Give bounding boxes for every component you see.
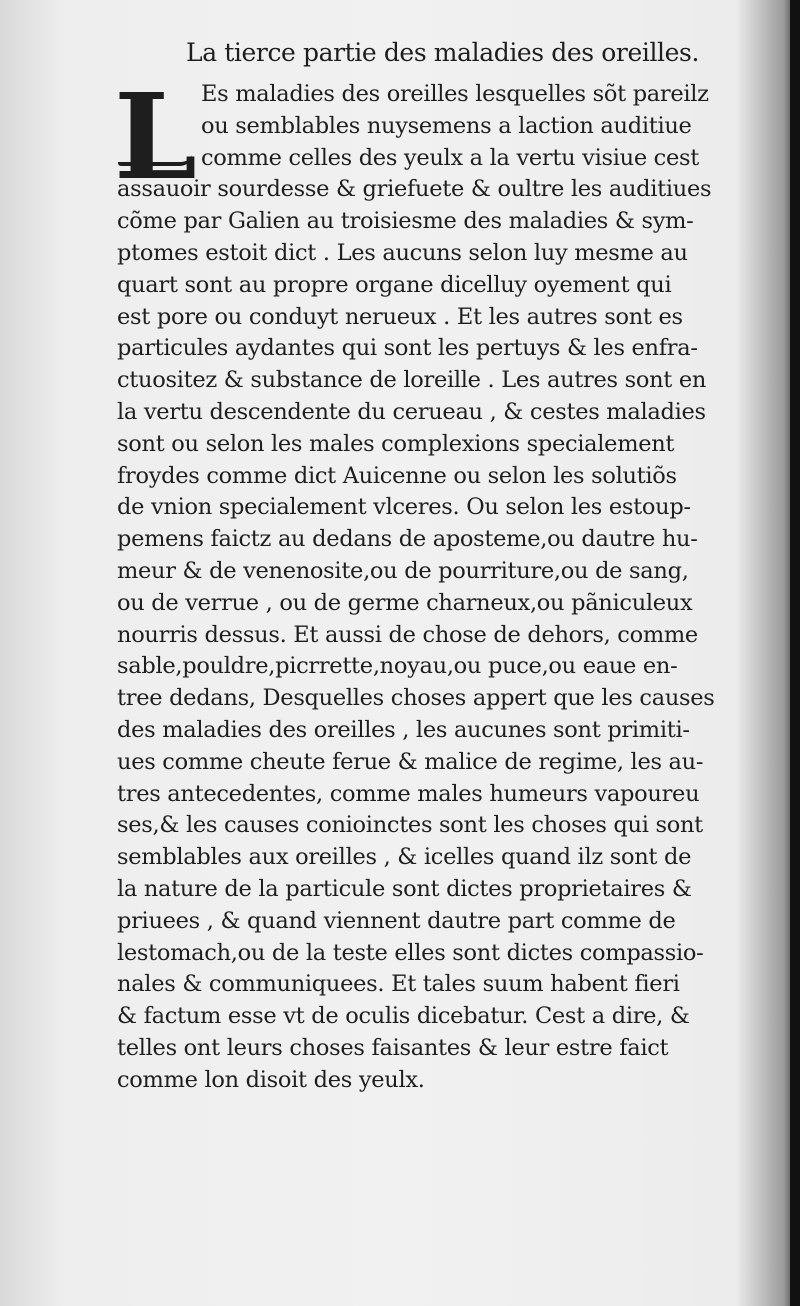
text-line: ses,& les causes conioinctes sont les choses qui sont: [117, 812, 703, 839]
text-line: la nature de la particule sont dictes proprietaires &: [117, 875, 692, 902]
text-line: la vertu descendente du cerueau , & cestes maladies: [117, 398, 706, 425]
text-line: nales & communiquees. Et tales suum habent fieri: [117, 971, 680, 998]
text-line: des maladies des oreilles , les aucunes sont primiti-: [117, 716, 690, 743]
text-line: froydes comme dict Auicenne ou selon les solutiõs: [117, 462, 677, 489]
text-line: particules aydantes qui sont les pertuys & les enfra-: [117, 335, 698, 362]
text-line: semblables aux oreilles , & icelles quand ilz sont de: [117, 844, 692, 871]
text-line: sable,pouldre,picrrette,noyau,ou puce,ou eaue en-: [117, 653, 678, 680]
text-line: tres antecedentes, comme males humeurs vapoureu: [117, 780, 700, 807]
drop-cap: L: [114, 67, 197, 206]
text-line: ctuositez & substance de loreille . Les autres sont en: [117, 367, 707, 394]
text-line: priuees , & quand viennent dautre part comme de: [117, 907, 676, 934]
text-line: comme celles des yeulx a la vertu visiue cest: [201, 144, 699, 171]
text-line: ou semblables nuysemens a laction auditiue: [201, 112, 692, 139]
text-line: cõme par Galien au troisiesme des maladies & sym-: [117, 208, 694, 235]
text-line: sont ou selon les males complexions specialement: [117, 430, 675, 457]
page-edge-shadow: [790, 0, 800, 1306]
text-line: est pore ou conduyt nerueux . Et les autres sont es: [117, 303, 683, 330]
text-line: tree dedans, Desquelles choses appert que les causes: [117, 685, 715, 712]
running-header: La tierce partie des maladies des oreilles.: [186, 38, 700, 67]
text-line: quart sont au propre organe dicelluy oyement qui: [117, 271, 672, 298]
text-line: ptomes estoit dict . Les aucuns selon luy mesme au: [117, 239, 688, 266]
text-line: meur & de venenosite,ou de pourriture,ou de sang,: [117, 557, 689, 584]
text-line: comme lon disoit des yeulx.: [117, 1066, 425, 1093]
text-line: telles ont leurs choses faisantes & leur estre faict: [117, 1034, 669, 1061]
body-text: [117, 79, 737, 1097]
text-line: & factum esse vt de oculis dicebatur. Cest a dire, &: [117, 1003, 690, 1030]
text-line: assauoir sourdesse & griefuete & oultre les auditiues: [117, 176, 712, 203]
text-line: pemens faictz au dedans de aposteme,ou dautre hu-: [117, 526, 698, 553]
text-line: nourris dessus. Et aussi de chose de dehors, comme: [117, 621, 698, 648]
text-line: ou de verrue , ou de germe charneux,ou pãniculeux: [117, 589, 693, 616]
text-line: lestomach,ou de la teste elles sont dictes compassio-: [117, 939, 704, 966]
text-line: Es maladies des oreilles lesquelles sõt pareilz: [201, 81, 709, 107]
text-line: de vnion specialement vlceres. Ou selon les estoup-: [117, 494, 691, 521]
text-line: ues comme cheute ferue & malice de regime, les au-: [117, 748, 704, 775]
